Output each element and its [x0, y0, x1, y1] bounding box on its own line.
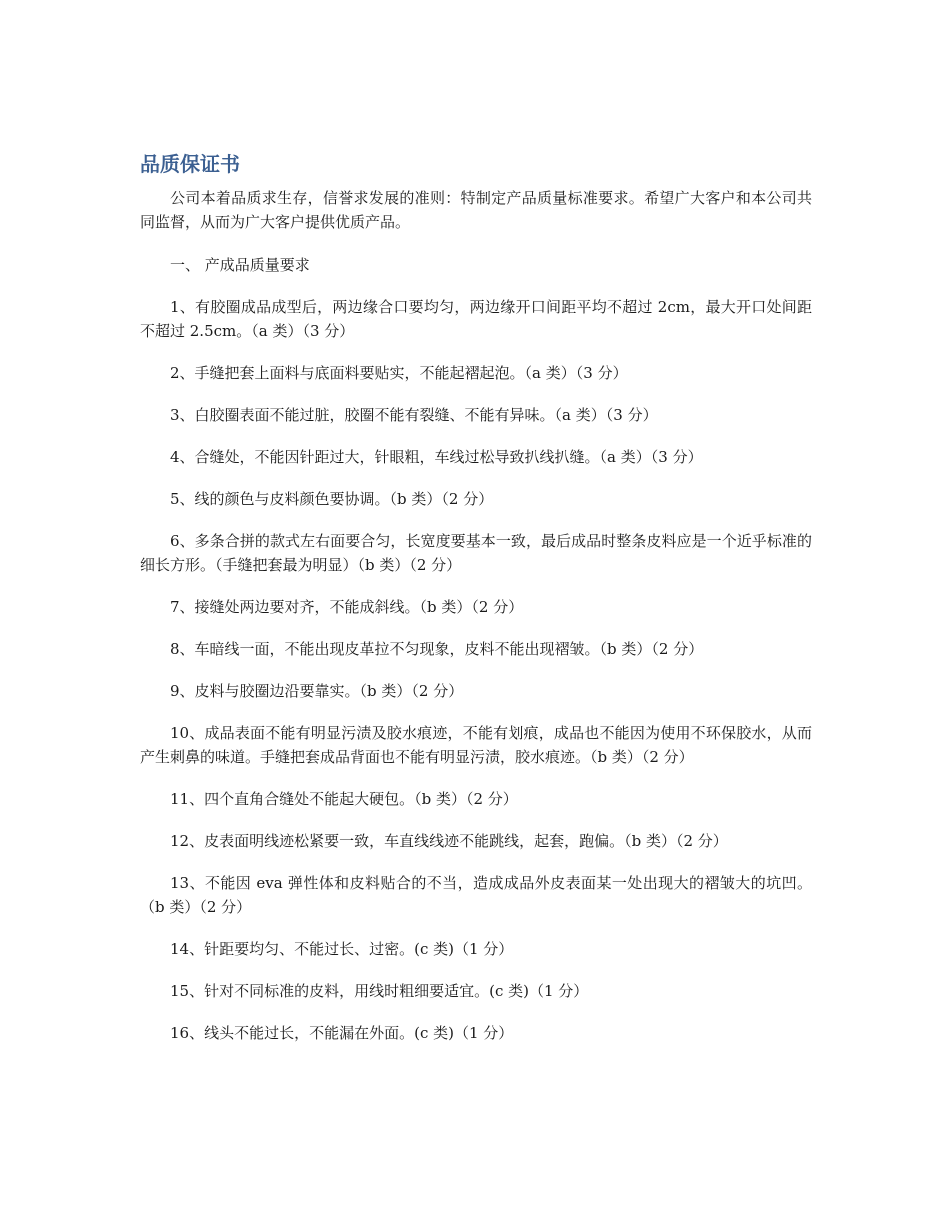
requirement-item: 14、针距要均匀、不能过长、过密。(c 类)（1 分）	[170, 940, 514, 958]
requirement-item: 5、线的颜色与皮料颜色要协调。（b 类）（2 分）	[170, 490, 494, 508]
requirement-item: 9、皮料与胶圈边沿要靠实。（b 类）（2 分）	[170, 682, 464, 700]
document-title: 品质保证书	[140, 152, 240, 176]
document-page	[140, 148, 812, 1063]
requirement-item: 6、多条合拼的款式左右面要合匀，长宽度要基本一致，最后成品时整条皮料应是一个近乎标准的细长方形。（手缝把套最为明显）（b 类）（2 分）	[140, 532, 812, 574]
section-heading: 一、 产成品质量要求	[170, 256, 310, 274]
requirement-item: 1、有胶圈成品成型后，两边缘合口要均匀，两边缘开口间距平均不超过 2cm，最大开口处间距不超过 2.5cm。（a 类）（3 分）	[140, 298, 812, 340]
requirement-item: 8、车暗线一面，不能出现皮革拉不匀现象，皮料不能出现褶皱。（b 类）（2 分）	[170, 640, 704, 658]
requirement-item: 2、手缝把套上面料与底面料要贴实，不能起褶起泡。（a 类）（3 分）	[170, 364, 628, 382]
requirement-item: 3、白胶圈表面不能过脏，胶圈不能有裂缝、不能有异味。（a 类）（3 分）	[170, 406, 658, 424]
requirement-item: 13、不能因 eva 弹性体和皮料贴合的不当，造成成品外皮表面某一处出现大的褶皱大的坑凹。（b 类）（2 分）	[140, 874, 812, 916]
requirement-item: 12、皮表面明线迹松紧要一致，车直线线迹不能跳线，起套，跑偏。（b 类）（2 分）	[170, 832, 728, 850]
requirement-item: 10、成品表面不能有明显污渍及胶水痕迹，不能有划痕，成品也不能因为使用不环保胶水，从而产生刺鼻的味道。手缝把套成品背面也不能有明显污渍，胶水痕迹。（b 类）（2 分）	[140, 724, 812, 766]
requirement-item: 15、针对不同标准的皮料，用线时粗细要适宜。(c 类)（1 分）	[170, 982, 589, 1000]
requirement-item: 4、合缝处，不能因针距过大，针眼粗，车线过松导致扒线扒缝。（a 类）（3 分）	[170, 448, 703, 466]
requirement-item: 16、线头不能过长，不能漏在外面。(c 类)（1 分）	[170, 1024, 514, 1042]
intro-paragraph: 公司本着品质求生存，信誉求发展的准则：特制定产品质量标准要求。希望广大客户和本公司共同监督，从而为广大客户提供优质产品。	[140, 189, 812, 231]
requirement-item: 7、接缝处两边要对齐，不能成斜线。（b 类）（2 分）	[170, 598, 524, 616]
requirement-item: 11、四个直角合缝处不能起大硬包。（b 类）（2 分）	[170, 790, 518, 808]
requirements-list	[140, 295, 812, 1045]
